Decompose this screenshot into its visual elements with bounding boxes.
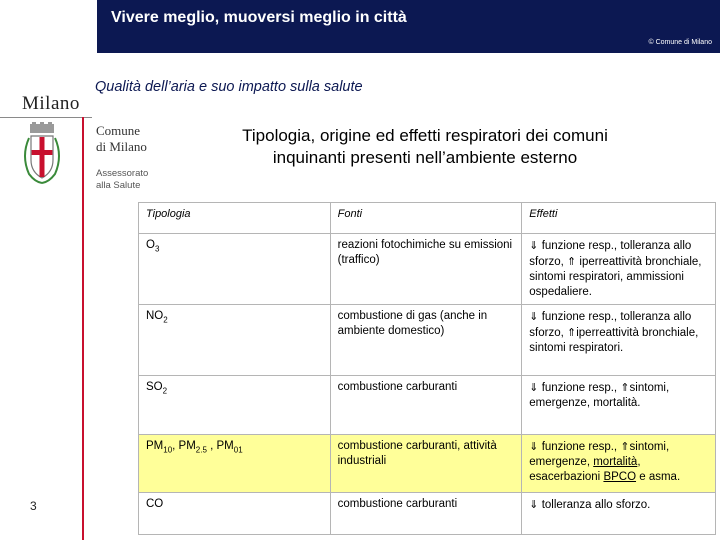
effect-text: e asma. — [636, 471, 681, 483]
effect-text: funzione resp., tolleranza allo sforzo, — [529, 240, 692, 268]
assessorato-line-1: Assessorato — [96, 168, 149, 179]
milan-crest-icon — [19, 122, 65, 184]
assessorato-line-2: alla Salute — [96, 180, 141, 191]
pollutant-subscript: 2.5 — [195, 445, 207, 455]
table-row — [139, 493, 716, 535]
increase-arrow-icon: ⇑ — [567, 255, 577, 268]
comune-label — [96, 123, 147, 155]
effect-text: tolleranza allo sforzo. — [538, 499, 651, 511]
increase-arrow-icon: ⇑ — [620, 381, 630, 394]
source-cell: combustione di gas (anche in ambiente domestico) — [330, 305, 522, 376]
effects-cell — [522, 305, 716, 376]
effect-text: iperreattività bronchiale, sintomi respiratori, ammissioni ospedaliere. — [529, 256, 702, 298]
table-header-row — [139, 203, 716, 234]
decrease-arrow-icon: ⇓ — [529, 381, 539, 394]
comune-line-1: Comune — [96, 123, 141, 138]
increase-arrow-icon: ⇑ — [620, 440, 630, 453]
pollutant-subscript: 10 — [163, 445, 173, 455]
copyright-credit: © Comune di Milano — [648, 39, 712, 46]
effects-cell — [522, 493, 716, 535]
milano-wordmark: Milano — [22, 93, 80, 114]
effect-text: funzione resp., — [538, 382, 621, 394]
effect-text: BPCO — [603, 471, 637, 483]
pollutant-subscript: 2 — [162, 386, 168, 396]
effect-text: funzione resp., tolleranza allo sforzo, — [529, 311, 692, 339]
pollutant-subscript: 3 — [154, 244, 160, 254]
section-subtitle: Qualità dell’aria e suo impatto sulla salute — [95, 79, 363, 95]
source-cell: combustione carburanti, attività industriali — [330, 435, 522, 493]
effect-text: sintomi, emergenze, mortalità. — [529, 382, 670, 409]
source-cell: combustione carburanti — [330, 493, 522, 535]
pollutant-type-cell — [139, 435, 331, 493]
table-row — [139, 234, 716, 305]
effects-cell — [522, 376, 716, 435]
header-bar — [97, 0, 720, 53]
pollutant-subscript: 01 — [233, 445, 243, 455]
decrease-arrow-icon: ⇓ — [529, 239, 539, 252]
decrease-arrow-icon: ⇓ — [529, 440, 539, 453]
pollutant-text: SO — [146, 381, 163, 393]
effects-cell — [522, 435, 716, 493]
effect-text: iperreattività bronchiale, sintomi respiratori. — [529, 327, 699, 354]
source-cell: combustione carburanti — [330, 376, 522, 435]
table-row — [139, 435, 716, 493]
decrease-arrow-icon: ⇓ — [529, 498, 539, 511]
pollutant-type-cell — [139, 493, 331, 535]
assessorato-label — [96, 168, 148, 192]
pollutant-text: CO — [146, 498, 164, 510]
pollutant-text: , PM — [206, 440, 234, 452]
presentation-title: Vivere meglio, muoversi meglio in città — [111, 9, 407, 26]
pollutant-text: NO — [146, 310, 164, 322]
red-vertical-rule — [82, 117, 84, 540]
brand-divider — [0, 117, 92, 118]
slide-title — [190, 125, 660, 169]
pollutant-type-cell — [139, 305, 331, 376]
pollutant-text: PM — [146, 440, 164, 452]
pollutant-text: O — [146, 239, 155, 251]
header-tipologia: Tipologia — [139, 203, 331, 234]
slide-title-line-2: inquinanti presenti nell’ambiente esterno — [272, 148, 578, 167]
effects-cell — [522, 234, 716, 305]
slide-title-line-1: Tipologia, origine ed effetti respiratori dei comuni — [242, 126, 608, 145]
pollutant-type-cell — [139, 234, 331, 305]
pollutants-table — [138, 202, 716, 535]
table-row — [139, 376, 716, 435]
effect-text: funzione resp., — [538, 441, 621, 453]
comune-line-2: di Milano — [96, 139, 147, 154]
table-row — [139, 305, 716, 376]
effect-text: mortalità — [593, 456, 638, 468]
pollutant-subscript: 2 — [163, 315, 168, 325]
header-fonti: Fonti — [330, 203, 522, 234]
header-effetti: Effetti — [522, 203, 716, 234]
page-number: 3 — [30, 499, 37, 513]
source-cell: reazioni fotochimiche su emissioni (traffico) — [330, 234, 522, 305]
effect-text: sintomi, emergenze, — [529, 441, 670, 468]
effect-text: , esacerbazioni — [529, 456, 641, 483]
decrease-arrow-icon: ⇓ — [529, 310, 539, 323]
pollutant-text: , PM — [172, 440, 196, 452]
pollutant-type-cell — [139, 376, 331, 435]
increase-arrow-icon: ⇑ — [567, 326, 577, 339]
